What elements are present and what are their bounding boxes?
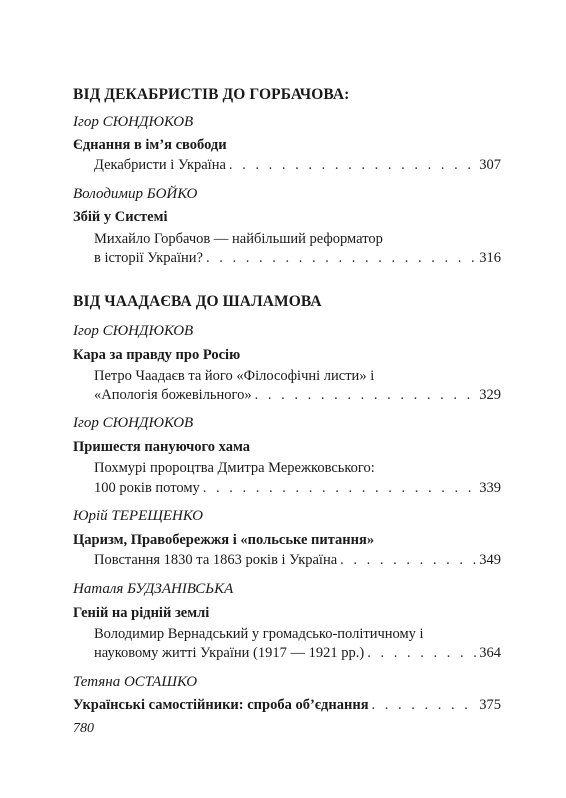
leader-dots <box>340 551 476 569</box>
entry-subtitle: науковому житті України (1917 — 1921 рр.) <box>94 645 365 661</box>
entry-subtitle: «Апологія божевільного» <box>94 387 252 403</box>
entry-title: Геній на рідній землі <box>73 605 210 621</box>
entry-author: Ігор СЮНДЮКОВ <box>73 415 194 431</box>
entry-title: Єднання в ім’я свободи <box>73 137 227 153</box>
page-folio: 780 <box>73 721 94 736</box>
entry-subtitle: Повстання 1830 та 1863 років і Україна <box>94 552 338 568</box>
entry-title: Пришестя пануючого хама <box>73 439 250 455</box>
entry-author: Тетяна ОСТАШКО <box>73 674 198 690</box>
entry-author: Володимир БОЙКО <box>73 186 198 202</box>
page-number: 329 <box>479 387 501 403</box>
entry-subtitle: в історії України? <box>94 250 203 266</box>
entry-subtitle: Петро Чаадаєв та його «Філософічні листи» і <box>94 368 375 384</box>
page-number: 316 <box>479 250 501 266</box>
toc-line <box>94 386 501 404</box>
entry-subtitle: Декабристи і Україна <box>94 157 226 173</box>
entry-subtitle: Похмурі пророцтва Дмитра Мережковського: <box>94 460 375 476</box>
entry-subtitle: Михайло Горбачов — найбільший реформатор <box>94 231 383 247</box>
toc-line <box>94 156 501 174</box>
page-number: 339 <box>479 480 501 496</box>
leader-dots <box>229 156 476 174</box>
entry-title: Українські самостійники: спроба об’єднання <box>73 697 369 713</box>
entry-title: Царизм, Правобережжя і «польське питання» <box>73 532 375 548</box>
toc-line <box>94 479 501 497</box>
leader-dots <box>367 644 476 662</box>
page-number: 375 <box>479 697 501 713</box>
leader-dots <box>206 249 476 267</box>
entry-author: Юрій ТЕРЕЩЕНКО <box>73 508 203 524</box>
entry-author: Наталя БУДЗАНІВСЬКА <box>73 581 234 597</box>
leader-dots <box>255 386 477 404</box>
entry-author: Ігор СЮНДЮКОВ <box>73 114 194 130</box>
page-number: 349 <box>479 552 501 568</box>
section-heading: ВІД ДЕКАБРИСТІВ ДО ГОРБАЧОВА: <box>73 86 350 103</box>
leader-dots <box>203 479 476 497</box>
leader-dots <box>372 696 477 714</box>
page-number: 364 <box>479 645 501 661</box>
toc-line <box>73 696 501 714</box>
section-heading: ВІД ЧААДАЄВА ДО ШАЛАМОВА <box>73 293 322 310</box>
toc-line <box>94 249 501 267</box>
toc-line <box>94 644 501 662</box>
entry-title: Кара за правду про Росію <box>73 347 241 363</box>
toc-line <box>94 551 501 569</box>
entry-subtitle: 100 років потому <box>94 480 200 496</box>
entry-subtitle: Володимир Вернадський у громадсько-політичному і <box>94 626 424 642</box>
entry-title: Збій у Системі <box>73 209 168 225</box>
entry-author: Ігор СЮНДЮКОВ <box>73 323 194 339</box>
page-number: 307 <box>479 157 501 173</box>
